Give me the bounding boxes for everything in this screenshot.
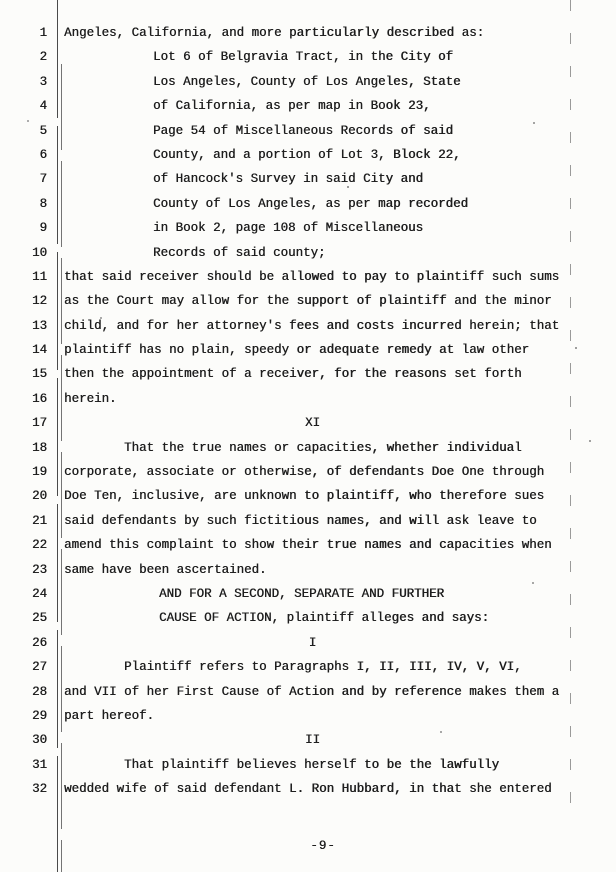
line-number: 25 — [31, 611, 47, 626]
document-line — [0, 436, 616, 460]
line-text: Angeles, California, and more particularly described as: — [64, 26, 485, 40]
line-text: Lot 6 of Belgravia Tract, in the City of — [153, 50, 454, 65]
line-number: 16 — [31, 391, 47, 406]
line-text: corporate, associate or otherwise, of defendants Doe One through — [64, 465, 545, 480]
line-number: 4 — [39, 99, 47, 114]
line-text: That the true names or capacities, whether individual — [124, 440, 522, 455]
line-text: part hereof. — [64, 708, 155, 723]
document-line — [0, 216, 616, 240]
line-number: 18 — [31, 440, 47, 455]
document-line — [0, 606, 616, 630]
line-number: 2 — [39, 50, 47, 65]
document-line — [0, 241, 616, 265]
document-line — [0, 484, 616, 508]
document-line — [0, 655, 616, 679]
line-text: Records of said county; — [153, 245, 326, 260]
line-number: 29 — [31, 708, 47, 723]
document-line — [0, 582, 616, 606]
document-line — [0, 94, 616, 118]
line-text: child, and for her attorney's fees and costs incurred herein; that — [64, 318, 560, 333]
line-number: 21 — [31, 513, 47, 528]
line-text: amend this complaint to show their true names and capacities when — [64, 538, 552, 553]
line-number: 8 — [39, 196, 47, 211]
line-number: 3 — [39, 74, 47, 89]
line-number: 19 — [31, 465, 47, 480]
line-number: 30 — [31, 733, 47, 748]
line-text: that said receiver should be allowed to pay to plaintiff such sums — [64, 269, 560, 284]
line-text: herein. — [64, 391, 117, 406]
line-text: County, and a portion of Lot 3, Block 22, — [153, 147, 461, 162]
document-line — [0, 387, 616, 411]
line-number: 14 — [31, 343, 47, 358]
document-line — [0, 119, 616, 143]
line-text: wedded wife of said defendant L. Ron Hubbard, in that she entered — [64, 782, 552, 797]
line-number: 9 — [39, 221, 47, 236]
document-line — [0, 680, 616, 704]
document-line — [0, 753, 616, 777]
line-number: 31 — [31, 757, 47, 772]
line-number: 20 — [31, 489, 47, 504]
line-text: said defendants by such fictitious names, and will ask leave to — [64, 513, 537, 528]
document-line — [0, 314, 616, 338]
line-text: Plaintiff refers to Paragraphs I, II, III, IV, V, VI, — [124, 660, 522, 675]
document-line — [0, 631, 616, 655]
line-text: same have been ascertained. — [64, 562, 267, 577]
document-line — [0, 558, 616, 582]
line-text: plaintiff has no plain, speedy or adequate remedy at law other — [64, 343, 530, 358]
section-heading: II — [304, 733, 320, 748]
document-line — [0, 45, 616, 69]
document-line — [0, 70, 616, 94]
document-line — [0, 192, 616, 216]
line-number: 32 — [31, 782, 47, 797]
line-text: of Hancock's Survey in said City and — [153, 172, 424, 187]
line-number: 22 — [31, 538, 47, 553]
line-number: 6 — [39, 147, 47, 162]
line-number: 27 — [31, 660, 47, 675]
line-text: then the appointment of a receiver, for the reasons set forth — [64, 367, 522, 382]
line-text: That plaintiff believes herself to be the lawfully — [124, 757, 500, 772]
line-text: and VII of her First Cause of Action and by reference makes them a — [64, 684, 560, 699]
scan-noise-speckles — [0, 0, 2, 2]
line-number: 12 — [31, 294, 47, 309]
document-line — [0, 509, 616, 533]
document-line — [0, 21, 616, 45]
line-text: Doe Ten, inclusive, are unknown to plaintiff, who therefore sues — [64, 489, 545, 504]
section-heading: XI — [304, 416, 320, 431]
line-number: 17 — [31, 416, 47, 431]
document-body — [0, 21, 616, 802]
document-line — [0, 362, 616, 386]
line-text: in Book 2, page 108 of Miscellaneous — [153, 221, 424, 236]
cause-heading: AND FOR A SECOND, SEPARATE AND FURTHER — [159, 586, 445, 601]
line-number: 11 — [31, 269, 47, 284]
line-number: 23 — [31, 562, 47, 577]
document-line — [0, 728, 616, 752]
document-line — [0, 167, 616, 191]
document-line — [0, 338, 616, 362]
line-number: 28 — [31, 684, 47, 699]
page-number: -9- — [310, 839, 336, 853]
section-heading: I — [308, 635, 317, 650]
line-number: 1 — [39, 26, 47, 40]
document-line — [0, 289, 616, 313]
line-text: Page 54 of Miscellaneous Records of said — [153, 123, 454, 138]
line-text: of California, as per map in Book 23, — [153, 99, 431, 114]
line-number: 24 — [31, 586, 47, 601]
line-text: Los Angeles, County of Los Angeles, State — [153, 74, 461, 89]
document-line — [0, 704, 616, 728]
document-line — [0, 411, 616, 435]
line-text: as the Court may allow for the support of plaintiff and the minor — [64, 294, 552, 309]
document-line — [0, 777, 616, 801]
line-number: 10 — [31, 245, 47, 260]
cause-heading: CAUSE OF ACTION, plaintiff alleges and says: — [159, 611, 490, 626]
document-line — [0, 460, 616, 484]
document-line — [0, 265, 616, 289]
line-number: 5 — [39, 123, 47, 138]
line-number: 15 — [31, 367, 47, 382]
document-line — [0, 533, 616, 557]
line-number: 13 — [31, 318, 47, 333]
line-number: 26 — [31, 635, 47, 650]
document-line — [0, 143, 616, 167]
line-number: 7 — [39, 172, 47, 187]
line-text: County of Los Angeles, as per map recorded — [153, 196, 469, 211]
